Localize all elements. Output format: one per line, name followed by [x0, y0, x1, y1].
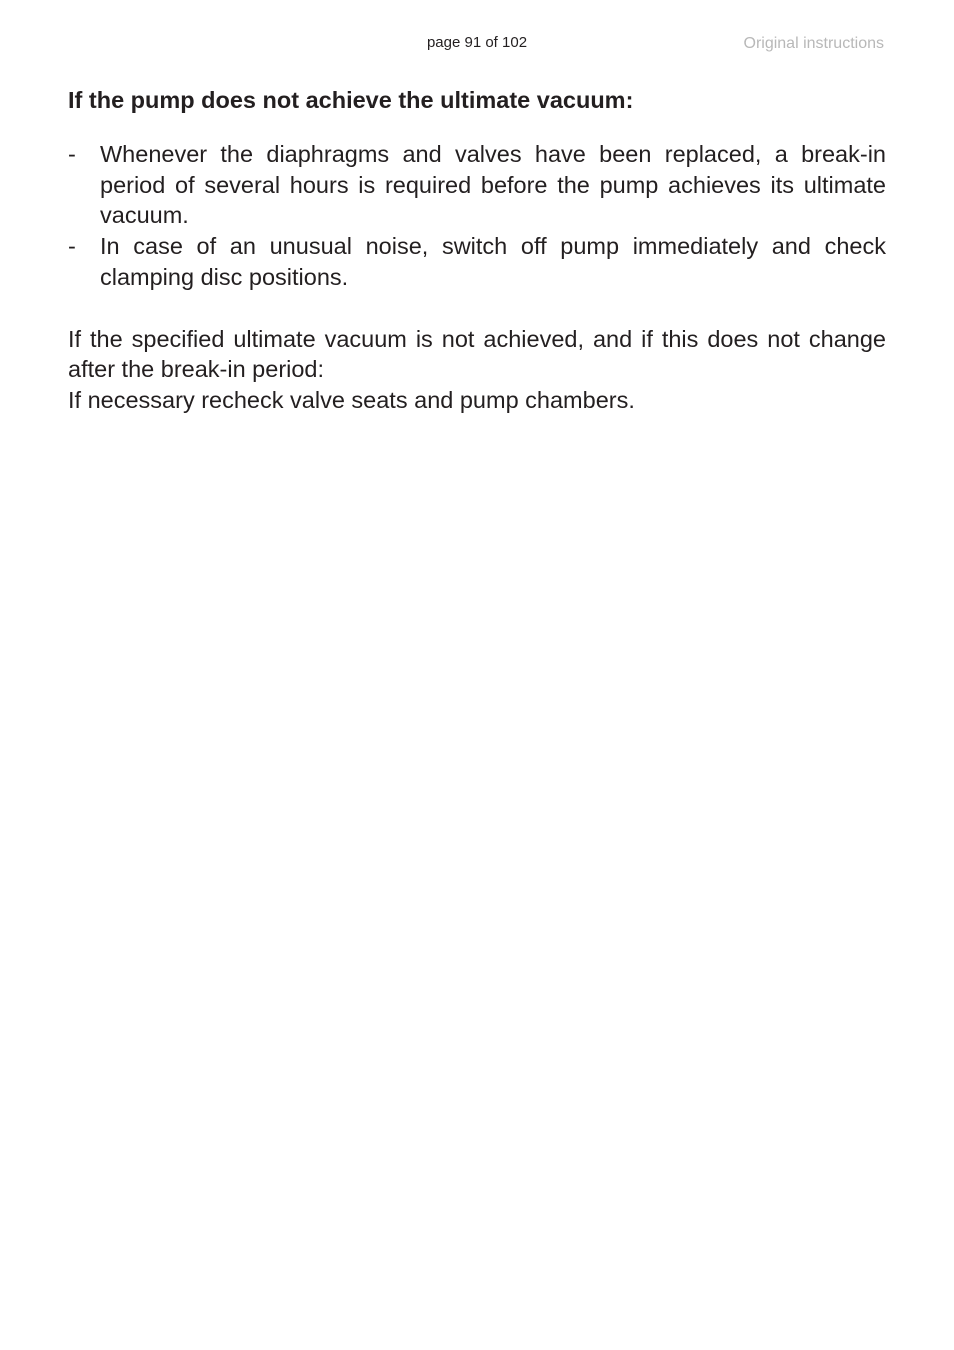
- list-item-text: In case of an unusual noise, switch off pump immediately and check clamping disc positions.: [100, 233, 886, 290]
- list-item: [68, 231, 886, 292]
- main-content: [68, 84, 886, 416]
- instruction-list: [68, 139, 886, 293]
- bullet-dash: -: [68, 233, 76, 260]
- list-item-text: Whenever the diaphragms and valves have been replaced, a break-in period of several hours is required before the pump achieves its ultimate vacuum.: [100, 141, 886, 229]
- document-label: Original instructions: [743, 35, 884, 52]
- body-paragraph-followup: If necessary recheck valve seats and pump chambers.: [68, 386, 635, 413]
- section-heading: If the pump does not achieve the ultimate vacuum:: [68, 87, 634, 113]
- page-number: page 91 of 102: [426, 34, 528, 51]
- list-item: [68, 139, 886, 231]
- body-paragraph: If the specified ultimate vacuum is not achieved, and if this does not change after the break-in period:: [68, 325, 886, 383]
- bullet-dash: -: [68, 141, 76, 167]
